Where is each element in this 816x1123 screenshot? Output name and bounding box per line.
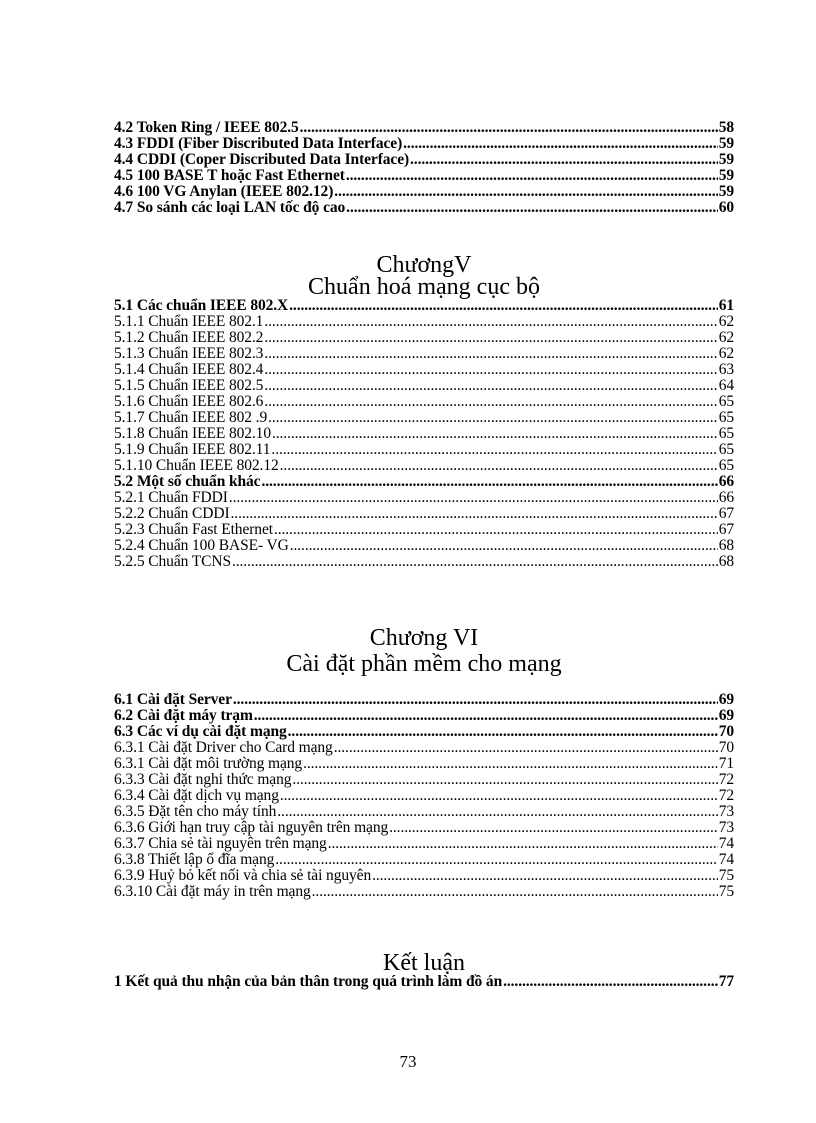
toc-entry-title: 4.6 100 VG Anylan (IEEE 802.12) <box>114 183 334 200</box>
toc-dot-leader <box>229 490 718 506</box>
toc-entry-title: 5.2 Một số chuẩn khác <box>114 473 261 490</box>
toc-entry-title: 6.3.9 Huỷ bỏ kết nối và chia sẻ tài nguyên <box>114 867 372 884</box>
toc-dot-leader <box>289 298 718 314</box>
toc-entry[interactable] <box>114 136 734 152</box>
toc-entry-title: 6.3.8 Thiết lập ổ đĩa mạng <box>114 851 275 868</box>
toc-entry-page: 74 <box>718 851 734 868</box>
toc-entry[interactable] <box>114 868 734 884</box>
chapter6-subtitle: Cài đặt phần mềm cho mạng <box>286 651 562 677</box>
toc-entry-title: 5.1.8 Chuẩn IEEE 802.10 <box>114 425 271 442</box>
toc-entry-page: 71 <box>718 755 734 772</box>
chapter4-toc-list <box>114 120 734 216</box>
toc-entry-page: 69 <box>718 691 734 708</box>
chapter5-subtitle: Chuẩn hoá mạng cục bộ <box>308 274 540 300</box>
toc-entry[interactable] <box>114 442 734 458</box>
toc-entry-page: 59 <box>718 151 734 168</box>
toc-dot-leader <box>334 184 717 200</box>
toc-entry[interactable] <box>114 708 734 724</box>
toc-entry-page: 73 <box>718 819 734 836</box>
toc-entry-page: 75 <box>718 867 734 884</box>
toc-entry-title: 5.1.5 Chuẩn IEEE 802.5 <box>114 377 264 394</box>
toc-dot-leader <box>233 692 718 708</box>
toc-entry-page: 62 <box>718 313 734 330</box>
toc-entry-title: 5.1.6 Chuẩn IEEE 802.6 <box>114 393 264 410</box>
toc-entry-page: 75 <box>718 883 734 900</box>
toc-entry[interactable] <box>114 298 734 314</box>
toc-entry[interactable] <box>114 458 734 474</box>
toc-entry[interactable] <box>114 974 734 990</box>
toc-entry-title: 4.2 Token Ring / IEEE 802.5 <box>114 119 299 136</box>
toc-dot-leader <box>346 168 718 184</box>
toc-entry-title: 5.1.4 Chuẩn IEEE 802.4 <box>114 361 264 378</box>
toc-dot-leader <box>231 506 718 522</box>
toc-entry-page: 58 <box>718 119 734 136</box>
toc-entry-page: 60 <box>718 199 734 216</box>
chapter5-title: ChươngV <box>376 252 472 278</box>
toc-dot-leader <box>277 804 717 820</box>
toc-entry-page: 65 <box>718 457 734 474</box>
toc-entry-title: 6.3.1 Cài đặt môi trường mạng <box>114 755 303 772</box>
toc-dot-leader <box>268 410 718 426</box>
toc-dot-leader <box>274 522 718 538</box>
toc-entry-page: 65 <box>718 441 734 458</box>
toc-entry-title: 4.5 100 BASE T hoặc Fast Ethernet <box>114 167 345 184</box>
toc-entry[interactable] <box>114 330 734 346</box>
toc-entry-page: 65 <box>718 393 734 410</box>
toc-entry-page: 73 <box>718 803 734 820</box>
toc-entry-page: 59 <box>718 135 734 152</box>
toc-entry[interactable] <box>114 756 734 772</box>
toc-dot-leader <box>288 724 718 740</box>
toc-entry-page: 62 <box>718 345 734 362</box>
toc-dot-leader <box>303 756 718 772</box>
toc-entry[interactable] <box>114 474 734 490</box>
page-number: 73 <box>399 1052 417 1071</box>
toc-entry-title: 5.1.7 Chuẩn IEEE 802 .9 <box>114 409 268 426</box>
toc-entry-title: 1 Kết quả thu nhận của bản thân trong quá trình làm đồ án <box>114 973 503 990</box>
toc-dot-leader <box>312 884 718 900</box>
toc-dot-leader <box>280 458 718 474</box>
toc-entry[interactable] <box>114 884 734 900</box>
toc-entry-title: 4.7 So sánh các loại LAN tốc độ cao <box>114 199 346 216</box>
toc-entry-title: 5.1.2 Chuẩn IEEE 802.2 <box>114 329 264 346</box>
toc-dot-leader <box>280 788 718 804</box>
toc-entry[interactable] <box>114 836 734 852</box>
toc-entry-page: 64 <box>718 377 734 394</box>
toc-dot-leader <box>264 378 717 394</box>
toc-entry-title: 6.3.3 Cài đặt nghi thức mạng <box>114 771 292 788</box>
toc-entry[interactable] <box>114 362 734 378</box>
toc-entry-title: 5.2.3 Chuẩn Fast Ethernet <box>114 521 273 538</box>
toc-dot-leader <box>264 330 717 346</box>
toc-entry[interactable] <box>114 740 734 756</box>
conclusion-toc-list <box>114 974 734 990</box>
toc-entry[interactable] <box>114 346 734 362</box>
toc-entry-title: 6.2 Cài đặt máy trạm <box>114 707 253 724</box>
toc-entry-page: 59 <box>718 167 734 184</box>
toc-entry-page: 77 <box>718 973 734 990</box>
toc-dot-leader <box>232 554 718 570</box>
toc-entry[interactable] <box>114 184 734 200</box>
toc-dot-leader <box>264 362 717 378</box>
toc-dot-leader <box>290 538 718 554</box>
toc-entry-page: 61 <box>718 297 734 314</box>
toc-entry[interactable] <box>114 490 734 506</box>
toc-dot-leader <box>328 836 718 852</box>
toc-entry-title: 5.1 Các chuẩn IEEE 802.X <box>114 297 289 314</box>
toc-entry[interactable] <box>114 378 734 394</box>
toc-dot-leader <box>334 740 718 756</box>
toc-entry-title: 6.3 Các ví dụ cài đặt mạng <box>114 723 287 740</box>
toc-entry[interactable] <box>114 394 734 410</box>
chapter6-toc-list <box>114 692 734 900</box>
toc-dot-leader <box>346 200 718 216</box>
toc-entry-title: 4.3 FDDI (Fiber Discributed Data Interface) <box>114 135 403 152</box>
toc-entry-page: 62 <box>718 329 734 346</box>
toc-entry[interactable] <box>114 804 734 820</box>
toc-entry[interactable] <box>114 820 734 836</box>
toc-entry[interactable] <box>114 788 734 804</box>
toc-dot-leader <box>271 442 717 458</box>
toc-dot-leader <box>254 708 718 724</box>
toc-entry-title: 5.2.1 Chuẩn FDDI <box>114 489 228 506</box>
toc-entry-page: 68 <box>718 537 734 554</box>
toc-entry-page: 72 <box>718 787 734 804</box>
toc-entry-title: 6.3.7 Chia sẻ tài nguyên trên mạng <box>114 835 327 852</box>
toc-entry-page: 59 <box>718 183 734 200</box>
toc-entry-title: 5.1.3 Chuẩn IEEE 802.3 <box>114 345 264 362</box>
toc-entry-title: 5.1.9 Chuẩn IEEE 802.11 <box>114 441 271 458</box>
toc-entry[interactable] <box>114 724 734 740</box>
conclusion-title: Kết luận <box>383 950 465 976</box>
toc-entry[interactable] <box>114 200 734 216</box>
toc-dot-leader <box>389 820 718 836</box>
toc-dot-leader <box>264 314 717 330</box>
toc-dot-leader <box>410 152 718 168</box>
toc-entry[interactable] <box>114 314 734 330</box>
toc-entry[interactable] <box>114 120 734 136</box>
toc-entry-page: 74 <box>718 835 734 852</box>
toc-dot-leader <box>503 974 718 990</box>
toc-entry[interactable] <box>114 522 734 538</box>
toc-entry[interactable] <box>114 692 734 708</box>
toc-entry-page: 70 <box>718 723 734 740</box>
toc-entry[interactable] <box>114 426 734 442</box>
toc-dot-leader <box>403 136 718 152</box>
toc-entry-page: 66 <box>718 489 734 506</box>
toc-entry-page: 67 <box>718 505 734 522</box>
toc-entry-title: 5.1.10 Chuẩn IEEE 802.12 <box>114 457 279 474</box>
toc-dot-leader <box>372 868 718 884</box>
toc-entry[interactable] <box>114 410 734 426</box>
toc-entry-page: 66 <box>718 473 734 490</box>
toc-entry[interactable] <box>114 538 734 554</box>
toc-entry[interactable] <box>114 506 734 522</box>
toc-dot-leader <box>275 852 717 868</box>
toc-entry-page: 65 <box>718 409 734 426</box>
toc-dot-leader <box>300 120 718 136</box>
toc-entry-title: 6.3.6 Giới hạn truy cập tài nguyên trên mạng <box>114 819 389 836</box>
toc-entry-title: 5.1.1 Chuẩn IEEE 802.1 <box>114 313 264 330</box>
toc-entry-page: 69 <box>718 707 734 724</box>
toc-entry-title: 5.2.4 Chuẩn 100 BASE- VG <box>114 537 289 554</box>
toc-entry[interactable] <box>114 554 734 570</box>
toc-entry[interactable] <box>114 772 734 788</box>
toc-entry[interactable] <box>114 168 734 184</box>
toc-entry-page: 67 <box>718 521 734 538</box>
chapter6-title: Chương VI <box>369 625 479 651</box>
toc-dot-leader <box>292 772 717 788</box>
toc-entry-title: 5.2.2 Chuẩn CDDI <box>114 505 230 522</box>
toc-entry-title: 6.1 Cài đặt Server <box>114 691 232 708</box>
toc-entry[interactable] <box>114 152 734 168</box>
toc-entry-page: 72 <box>718 771 734 788</box>
toc-dot-leader <box>264 394 717 410</box>
toc-entry-title: 6.3.10 Cài đặt máy in trên mạng <box>114 883 311 900</box>
toc-dot-leader <box>272 426 718 442</box>
toc-dot-leader <box>264 346 717 362</box>
toc-entry-title: 5.2.5 Chuẩn TCNS <box>114 553 231 570</box>
toc-entry[interactable] <box>114 852 734 868</box>
toc-entry-title: 4.4 CDDI (Coper Discributed Data Interface) <box>114 151 410 168</box>
toc-entry-title: 6.3.5 Đặt tên cho máy tính <box>114 803 277 820</box>
toc-entry-title: 6.3.4 Cài đặt dịch vụ mạng <box>114 787 279 804</box>
toc-entry-page: 65 <box>718 425 734 442</box>
toc-dot-leader <box>261 474 717 490</box>
toc-entry-page: 70 <box>718 739 734 756</box>
toc-entry-page: 68 <box>718 553 734 570</box>
chapter5-toc-list <box>114 298 734 570</box>
toc-entry-title: 6.3.1 Cài đặt Driver cho Card mạng <box>114 739 333 756</box>
toc-entry-page: 63 <box>718 361 734 378</box>
